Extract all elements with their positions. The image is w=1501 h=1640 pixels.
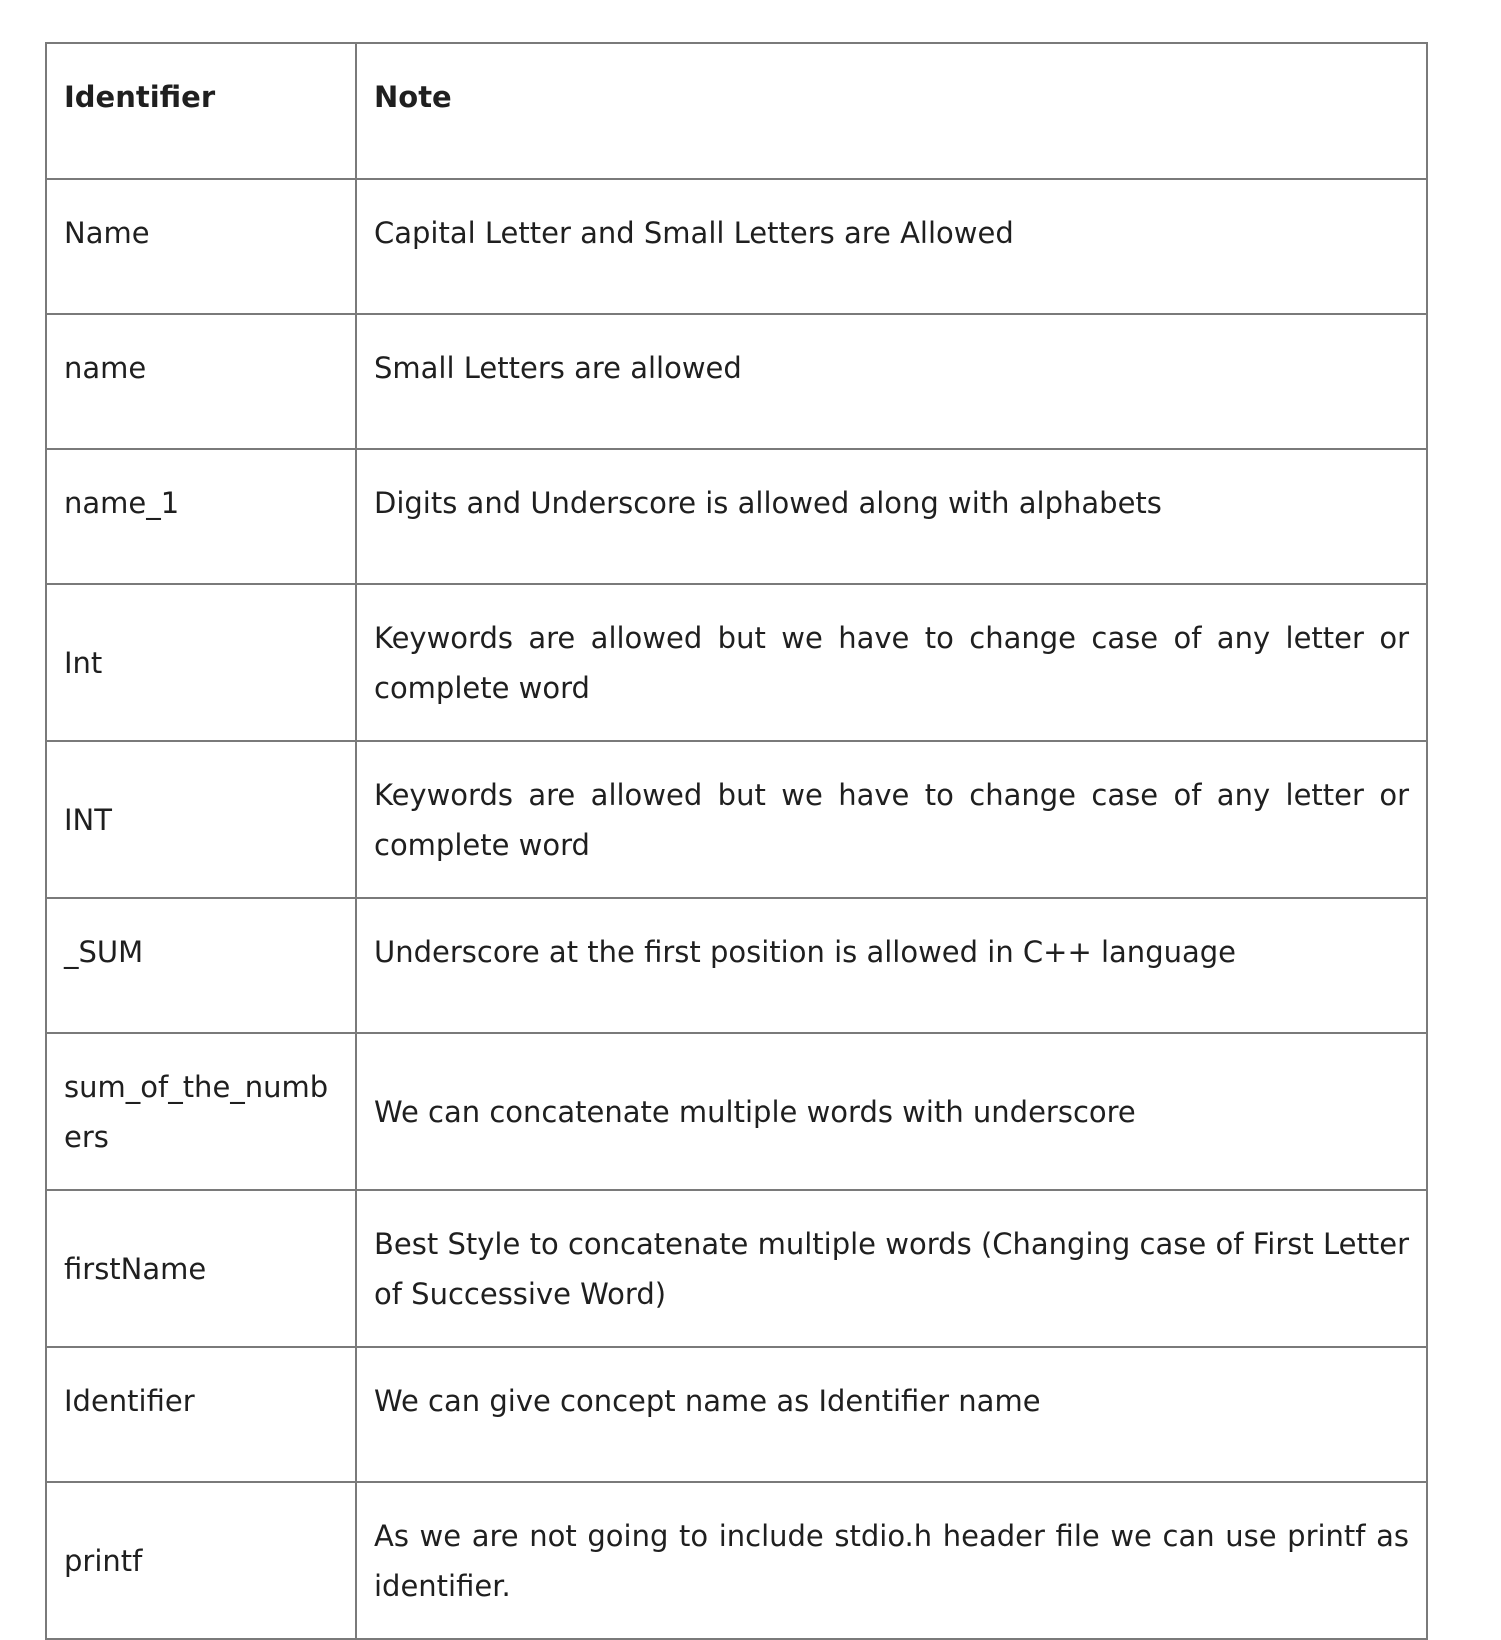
identifier-cell: Name xyxy=(46,179,356,314)
note-cell: Keywords are allowed but we have to change case of any letter or complete word xyxy=(356,741,1427,898)
note-cell: Digits and Underscore is allowed along with alphabets xyxy=(356,449,1427,584)
note-cell: As we are not going to include stdio.h header file we can use printf as identifier. xyxy=(356,1482,1427,1639)
identifier-table-container xyxy=(45,42,1426,1640)
identifier-cell: firstName xyxy=(46,1190,356,1347)
identifier-cell: printf xyxy=(46,1482,356,1639)
note-cell: We can concatenate multiple words with underscore xyxy=(356,1033,1427,1190)
identifier-table xyxy=(45,42,1428,1640)
note-cell: Small Letters are allowed xyxy=(356,314,1427,449)
column-header-note: Note xyxy=(356,43,1427,179)
table-row xyxy=(46,741,1427,898)
table-row xyxy=(46,1033,1427,1190)
table-row xyxy=(46,1190,1427,1347)
identifier-cell: name_1 xyxy=(46,449,356,584)
identifier-cell: INT xyxy=(46,741,356,898)
table-row xyxy=(46,314,1427,449)
note-cell: Keywords are allowed but we have to change case of any letter or complete word xyxy=(356,584,1427,741)
table-row xyxy=(46,1347,1427,1482)
table-row xyxy=(46,179,1427,314)
identifier-cell: _SUM xyxy=(46,898,356,1033)
note-cell: We can give concept name as Identifier name xyxy=(356,1347,1427,1482)
table-header-row xyxy=(46,43,1427,179)
column-header-identifier: Identifier xyxy=(46,43,356,179)
table-row xyxy=(46,898,1427,1033)
note-cell: Capital Letter and Small Letters are Allowed xyxy=(356,179,1427,314)
note-cell: Underscore at the first position is allowed in C++ language xyxy=(356,898,1427,1033)
table-row xyxy=(46,584,1427,741)
identifier-cell: sum_of_the_numbers xyxy=(46,1033,356,1190)
identifier-cell: Int xyxy=(46,584,356,741)
table-row xyxy=(46,449,1427,584)
note-cell: Best Style to concatenate multiple words (Changing case of First Letter of Successive Word) xyxy=(356,1190,1427,1347)
identifier-cell: Identifier xyxy=(46,1347,356,1482)
identifier-cell: name xyxy=(46,314,356,449)
